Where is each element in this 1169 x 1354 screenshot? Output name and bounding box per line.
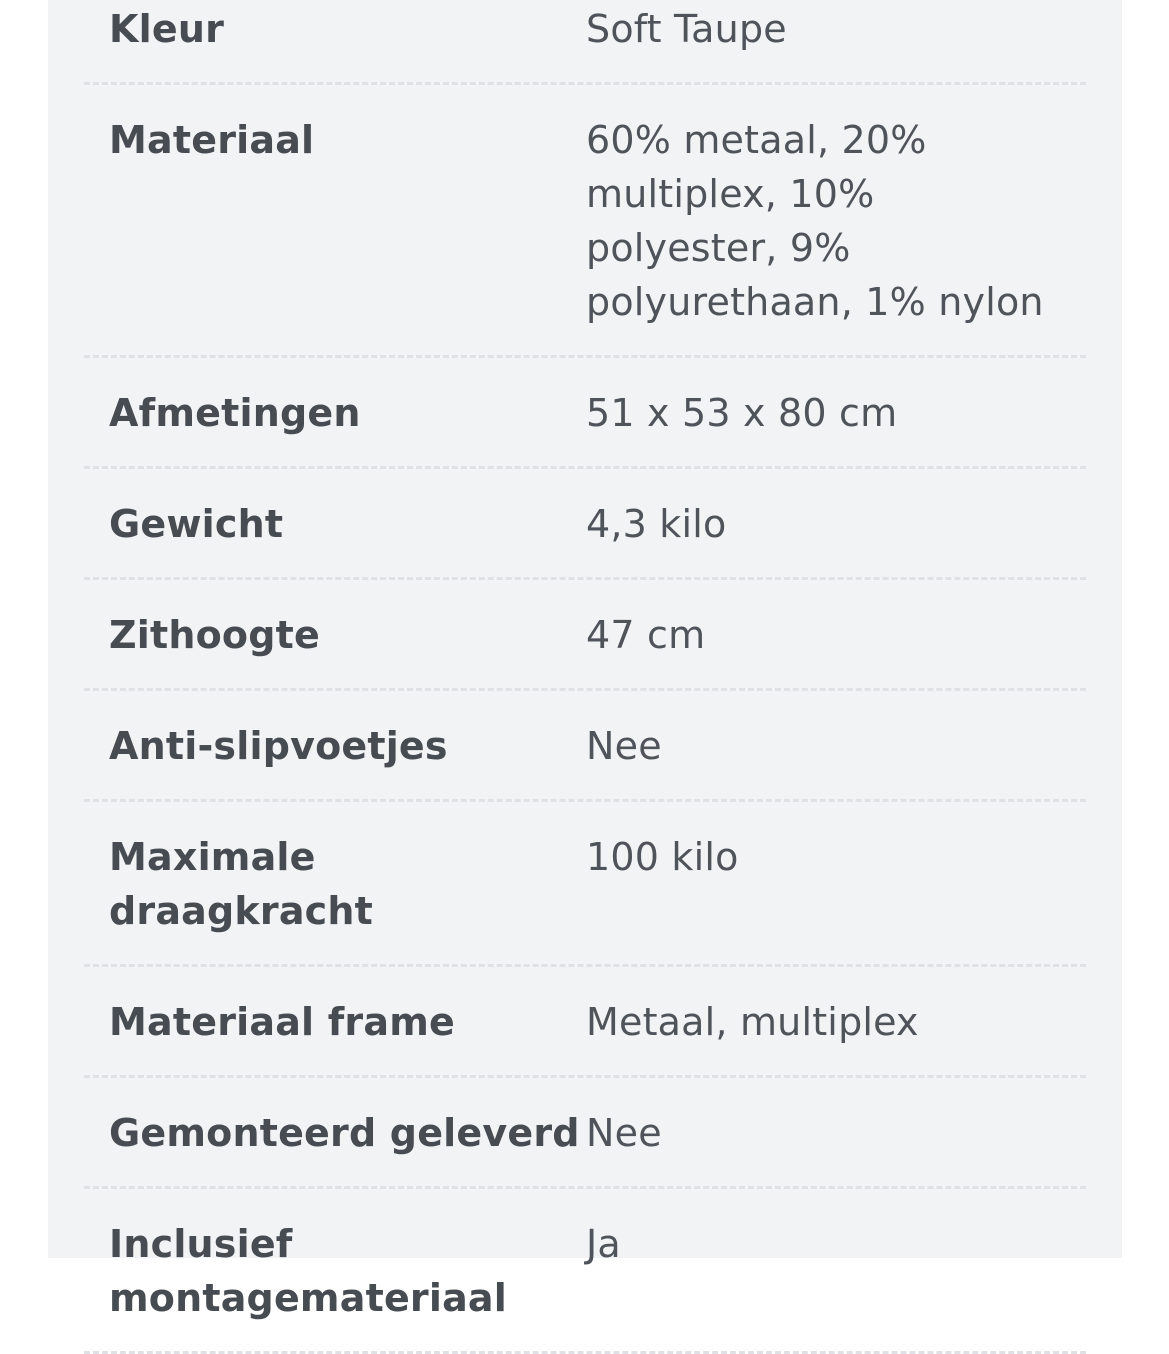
spec-row-afmetingen [84, 358, 1086, 469]
spec-value: 51 x 53 x 80 cm [586, 391, 898, 435]
specifications-panel [48, 0, 1122, 1320]
spec-row-zithoogte [84, 580, 1086, 691]
spec-label: Kleur [109, 7, 225, 51]
spec-row-inclusief-montagemateriaal [84, 1189, 1086, 1354]
spec-label: Gewicht [109, 502, 284, 546]
spec-row-maximale-draagkracht [84, 802, 1086, 967]
spec-label: Inclusief montagemateriaal [109, 1222, 507, 1320]
spec-row-materiaal-frame [84, 967, 1086, 1078]
spec-row-anti-slipvoetjes [84, 691, 1086, 802]
spec-row-gewicht [84, 469, 1086, 580]
spec-value: Ja [586, 1222, 621, 1266]
spec-value: 100 kilo [586, 835, 739, 879]
spec-row-materiaal [84, 85, 1086, 358]
spec-value: 60% metaal, 20% multiplex, 10% polyester, 9% polyurethaan, 1% nylon [586, 118, 1044, 324]
spec-label: Maximale draagkracht [109, 835, 374, 933]
spec-label: Materiaal [109, 118, 315, 162]
spec-label: Anti-slipvoetjes [109, 724, 448, 768]
spec-row-kleur [84, 0, 1086, 85]
specifications-table [84, 0, 1086, 1354]
spec-row-gemonteerd-geleverd [84, 1078, 1086, 1189]
spec-label: Gemonteerd geleverd [109, 1111, 580, 1155]
spec-label: Afmetingen [109, 391, 361, 435]
spec-value: Metaal, multiplex [586, 1000, 919, 1044]
spec-value: 47 cm [586, 613, 706, 657]
spec-label: Materiaal frame [109, 1000, 455, 1044]
spec-value: Nee [586, 1111, 662, 1155]
spec-label: Zithoogte [109, 613, 320, 657]
spec-value: 4,3 kilo [586, 502, 727, 546]
spec-value: Nee [586, 724, 662, 768]
spec-value: Soft Taupe [586, 7, 787, 51]
